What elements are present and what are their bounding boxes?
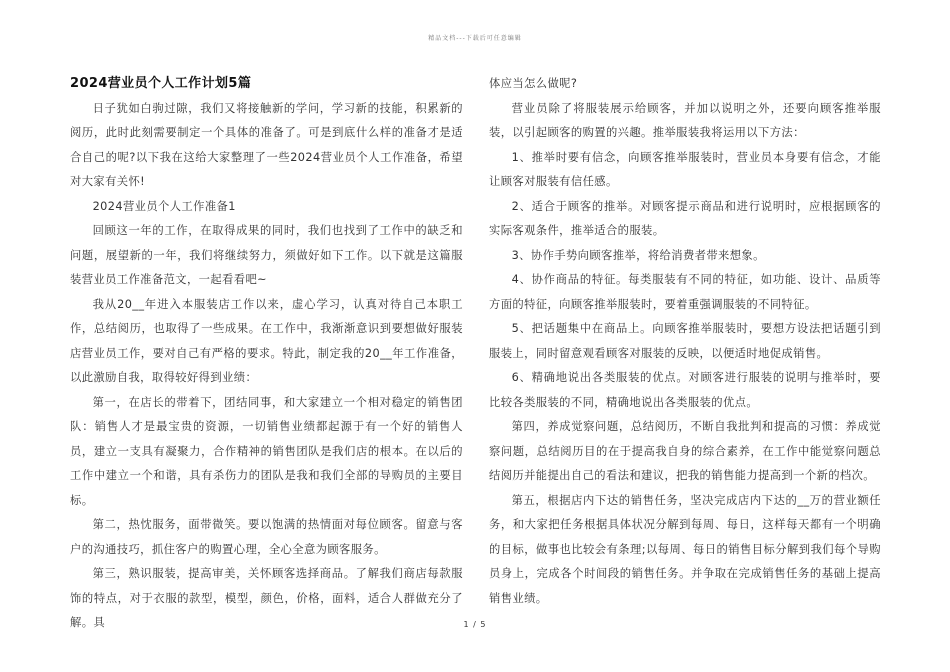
paragraph: 第五，根据店内下达的销售任务，坚决完成店内下达的__万的营业额任务，和大家把任务根据具体状况分解到每周、每日，这样每天都有一个明确的目标，做事也比较会有条理;以每周、每日的销售目标分解到我们每个导购员身上，完成各个时间段的销售任务。并争取在完成销售任务的基础上提高销售业绩。 [489,493,881,605]
page-header-note: 精品文档---下载后可任意编辑 [428,35,522,42]
document-title: 2024营业员个人工作计划5篇 [70,76,252,91]
list-item: 5、把话题集中在商品上。向顾客推举服装时，要想方设法把话题引到服装上，同时留意观看顾客对服装的反映，以便适时地促成销售。 [489,322,881,360]
paragraph: 第二，热忱服务，面带微笑。要以饱满的热情面对每位顾客。留意与客户的沟通技巧，抓住客户的购置心理，全心全意为顾客服务。 [70,518,463,556]
list-item: 6、精确地说出各类服装的优点。对顾客进行服装的说明与推举时，要比较各类服装的不同，精确地说出各类服装的优点。 [489,371,881,409]
left-column [70,72,463,636]
paragraph: 第三，熟识服装，提高审美，关怀顾客选择商品。了解我们商店每款服饰的特点，对于衣服的款型，模型，颜色，价格，面料，适合人群做充分了解。具 [70,567,463,629]
paragraph: 营业员除了将服装展示给顾客，并加以说明之外，还要向顾客推举服装，以引起顾客的购置的兴趣。推举服装我将运用以下方法： [489,101,881,139]
paragraph: 第一，在店长的带着下，团结同事，和大家建立一个相对稳定的销售团队：销售人才是最宝贵的资源，一切销售业绩都起源于有一个好的销售人员，建立一支具有凝聚力，合作精神的销售团队是我们店的根本。在以后的工作中建立一个和谐，具有杀伤力的团队是我和我们全部的导购员的主要目标。 [70,395,463,507]
paragraph: 第四，养成觉察问题，总结阅历，不断自我批判和提高的习惯：养成觉察问题，总结阅历目的在于提高我自身的综合素养，在工作中能觉察问题总结阅历并能提出自己的看法和建议，把我的销售能力提高到一个新的档次。 [489,420,881,482]
paragraph: 我从20__年进入本服装店工作以来，虚心学习，认真对待自己本职工作，总结阅历，也取得了一些成果。在工作中，我渐渐意识到要想做好服装店营业员工作，要对自己有严格的要求。特此，制定我的20__年工作准备，以此激励自我，取得较好得到业绩： [70,297,463,384]
paragraph: 回顾这一年的工作，在取得成果的同时，我们也找到了工作中的缺乏和问题，展望新的一年，我们将继续努力，须做好如下工作。以下就是这篇服装营业员工作准备范文，一起看看吧~ [70,224,463,286]
section-subtitle: 2024营业员个人工作准备1 [92,199,236,213]
list-item: 3、协作手势向顾客推举，将给消费者带来想象。 [511,248,765,262]
paragraph: 日子犹如白驹过隙，我们又将接触新的学问，学习新的技能，积累新的阅历，此时此刻需要制定一个具体的准备了。可是到底什么样的准备才是适合自己的呢?以下我在这给大家整理了一些2024营业员个人工作准备，希望对大家有关怀! [70,101,463,188]
paragraph-continuation: 体应当怎么做呢? [489,77,578,90]
list-item: 4、协作商品的特征。每类服装有不同的特征，如功能、设计、品质等方面的特征，向顾客推举服装时，要着重强调服装的不同特征。 [489,273,881,311]
page-number: 1 / 5 [463,620,487,629]
list-item: 1、推举时要有信念，向顾客推举服装时，营业员本身要有信念，才能让顾客对服装有信任感。 [489,150,881,188]
right-column [489,72,881,611]
list-item: 2、适合于顾客的推举。对顾客提示商品和进行说明时，应根据顾客的实际客观条件，推举适合的服装。 [489,199,881,237]
